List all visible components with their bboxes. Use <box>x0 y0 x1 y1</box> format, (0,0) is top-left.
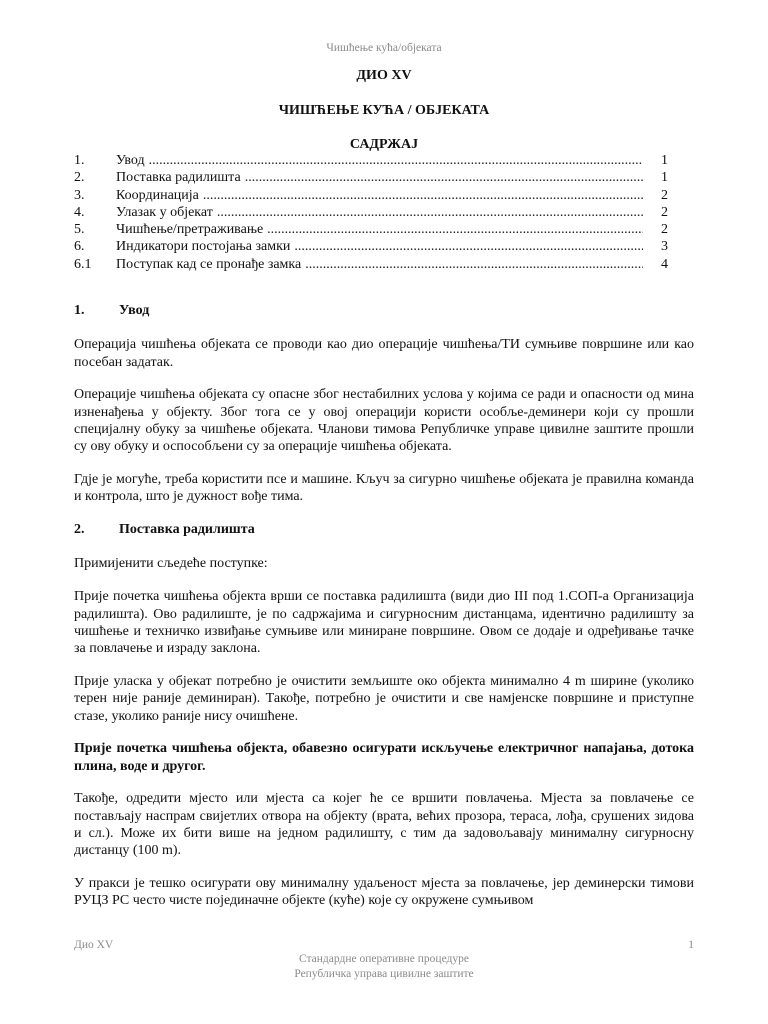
paragraph: Примијенити сљедеће поступке: <box>74 556 268 572</box>
toc-entry-label: Поступак кад се пронађе замка <box>116 256 302 272</box>
toc-dot-leader <box>267 221 643 238</box>
toc-entry[interactable] <box>74 169 668 186</box>
toc-dot-leader <box>217 204 643 221</box>
paragraph: Прије почетка чишћења објекта врши се поставка радилишта (види дио III под 1.СОП-а Организација радилишта). Ово радилиште, је по садржајима и сигурносним дистанцама, идентично радилишту за чишћење и техничко извиђање сумњиве или миниране површине. Овом се додаје и одређивање тачке за повлачење и израду заклона. <box>74 589 694 657</box>
toc-entry-number: 4. <box>74 204 85 220</box>
section-number: 1. <box>74 303 85 318</box>
footer-part: Дио XV <box>74 939 114 951</box>
toc-dot-leader <box>294 238 643 255</box>
toc-entry[interactable] <box>74 221 668 238</box>
toc-entry-number: 1. <box>74 153 85 168</box>
toc-entry-number: 5. <box>74 222 85 238</box>
toc-title: САДРЖАЈ <box>349 137 419 152</box>
paragraph: Операција чишћења објеката се проводи као дио операције чишћења/ТИ сумњиве површине или као посебан задатак. <box>74 337 694 370</box>
toc-entry-label: Чишћење/претраживање <box>116 222 264 238</box>
toc-entry-page: 4 <box>661 256 668 272</box>
toc-entry-label: Улазак у објекат <box>116 204 213 220</box>
toc-entry-page: 1 <box>661 153 668 168</box>
part-number: ДИО XV <box>356 68 412 83</box>
document-title: ЧИШЋЕЊЕ КУЋА / ОБЈЕКАТА <box>278 103 490 118</box>
toc-entry-label: Координација <box>116 187 199 203</box>
table-of-contents <box>74 152 668 273</box>
toc-entry-label: Индикатори постојања замки <box>116 239 291 255</box>
section-title: Поставка радилишта <box>119 522 255 538</box>
toc-entry-number: 2. <box>74 170 85 186</box>
toc-entry-page: 2 <box>661 222 668 238</box>
footer-line-2: Републичка управа цивилне заштите <box>294 968 474 980</box>
document-body <box>74 302 694 925</box>
toc-entry-page: 2 <box>661 204 668 220</box>
toc-entry[interactable] <box>74 187 668 204</box>
section-heading-intro <box>74 302 694 319</box>
toc-entry-page: 3 <box>661 239 668 255</box>
toc-entry[interactable] <box>74 238 668 255</box>
toc-dot-leader <box>305 256 643 273</box>
toc-entry-label: Увод <box>116 153 145 168</box>
paragraph: Гдје је могуће, треба користити псе и машине. Кључ за сигурно чишћење објеката је правилна команда и контрола, што је дужност вође тима. <box>74 472 694 505</box>
section-title: Увод <box>119 303 150 318</box>
toc-dot-leader <box>203 187 643 204</box>
section-heading-site-setup <box>74 521 694 538</box>
footer-line-1: Стандардне оперативне процедуре <box>298 953 469 965</box>
toc-entry-number: 3. <box>74 187 85 203</box>
toc-entry-label: Поставка радилишта <box>116 170 241 186</box>
paragraph: Операције чишћења објеката су опасне због нестабилних услова у којима се ради и опасности од мина изненађења у објекту. Због тога се у овој операцији користи особље-деминери који су прошли специјалну обуку за чишћење објеката. Чланови тимова Републичке управе цивилне заштите прошли су ову обуку и оспособљени су за операције чишћења објеката. <box>74 387 694 455</box>
toc-entry-number: 6. <box>74 239 85 255</box>
toc-dot-leader <box>245 169 643 186</box>
toc-entry[interactable] <box>74 204 668 221</box>
warning-paragraph: Прије почетка чишћења објекта, обавезно осигурати искључење електричног напајања, дотока плина, воде и другог. <box>74 741 694 774</box>
footer-organization <box>0 952 768 982</box>
toc-entry[interactable] <box>74 152 668 169</box>
section-number: 2. <box>74 522 85 538</box>
page-number: 1 <box>688 939 694 951</box>
toc-entry-number: 6.1 <box>74 256 92 272</box>
paragraph: У пракси је тешко осигурати ову минималну удаљеност мјеста за повлачење, јер деминерски тимови РУЦЗ РС често чисте појединачне објекте (куће) које су окружене сумњивом <box>74 876 694 909</box>
paragraph: Прије уласка у објекат потребно је очистити земљиште око објекта минимално 4 m ширине (уколико терен није раније деминиран). Такође, потребно је очистити и све намјенске површине и приступне стазе, уколико раније нису очишћене. <box>74 673 694 724</box>
running-header: Чишћење кућа/објеката <box>326 42 442 54</box>
toc-entry-page: 1 <box>661 170 668 186</box>
paragraph: Такође, одредити мјесто или мјеста са којег ће се вршити повлачења. Мјеста за повлачење се постављају наспрам свијетлих отвора на објекту (врата, већих прозора, тераса, лођа, срушених зидова и сл.). Може их бити више на једном радилишту, с тим да задовољавају минималну сигурносну дистанцу (100 m). <box>74 791 694 859</box>
toc-entry-page: 2 <box>661 187 668 203</box>
toc-entry[interactable] <box>74 256 668 273</box>
toc-dot-leader <box>149 152 643 169</box>
